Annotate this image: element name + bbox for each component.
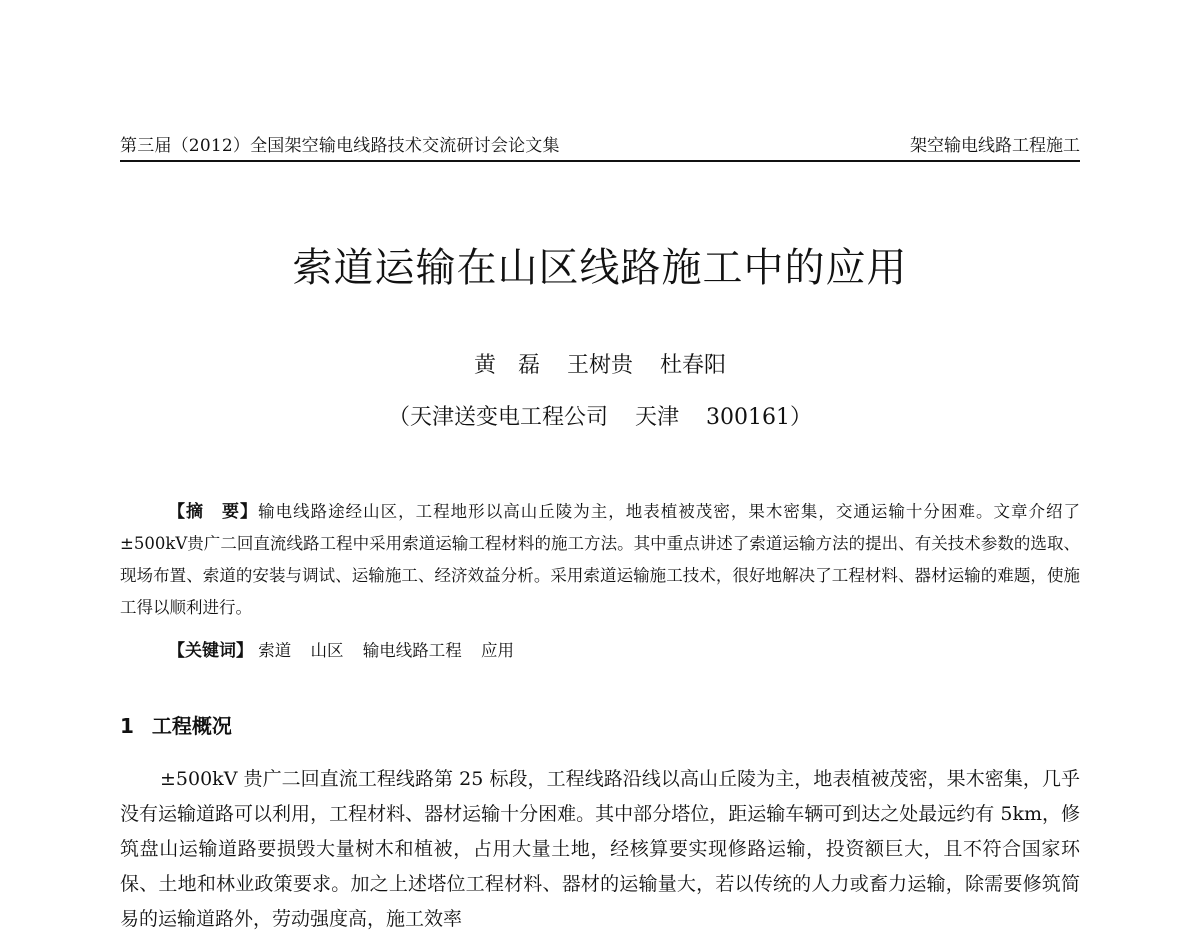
keywords bbox=[168, 636, 528, 661]
author-name: 王树贵 bbox=[566, 353, 633, 378]
abstract bbox=[120, 496, 1080, 624]
header-section-title: 架空输电线路工程施工 bbox=[910, 136, 1080, 156]
affiliation-city: 天津 bbox=[635, 405, 680, 430]
section-number: 1 bbox=[120, 714, 134, 738]
keyword: 输电线路工程 bbox=[362, 641, 462, 660]
section-body bbox=[120, 762, 1080, 937]
keyword: 索道 bbox=[258, 641, 292, 660]
keyword: 山区 bbox=[310, 641, 344, 660]
section-heading bbox=[120, 710, 232, 739]
keywords-label: 【关键词】 bbox=[168, 641, 253, 661]
body-paragraph: ±500kV 贵广二回直流工程线路第 25 标段，工程线路沿线以高山丘陵为主，地表植被茂密，果木密集，几乎没有运输道路可以利用，工程材料、器材运输十分困难。其中部分塔位，距运输车辆可到达之处最远约有 5km，修筑盘山运输道路要损毁大量树木和植被，占用大量土地，经核算要实现修路运输，投资额巨大，且不符合国家环保、土地和林业政策要求。加之上述塔位工程材料、器材的运输量大，若以传统的人力或畜力运输，除需要修筑简易的运输道路外，劳动强度高，施工效率 bbox=[120, 768, 1080, 930]
running-header bbox=[120, 130, 1080, 162]
author-list bbox=[0, 348, 1200, 379]
author-name: 杜春阳 bbox=[660, 353, 727, 378]
author-name: 黄 磊 bbox=[473, 353, 540, 378]
keyword: 应用 bbox=[481, 641, 514, 660]
paper-title: 索道运输在山区线路施工中的应用 bbox=[292, 245, 908, 291]
affiliation-postcode: 300161） bbox=[706, 405, 812, 430]
abstract-text: 输电线路途经山区，工程地形以高山丘陵为主，地表植被茂密，果木密集，交通运输十分困难。文章介绍了±500kV贵广二回直流线路工程中采用索道运输工程材料的施工方法。其中重点讲述了索道运输方法的提出、有关技术参数的选取、现场布置、索道的安装与调试、运输施工、经济效益分析。采用索道运输施工技术，很好地解决了工程材料、器材运输的难题，使施工得以顺利进行。 bbox=[120, 502, 1081, 617]
header-proceedings-title: 第三届（2012）全国架空输电线路技术交流研讨会论文集 bbox=[120, 136, 560, 156]
affiliation bbox=[0, 400, 1200, 431]
section-title: 工程概况 bbox=[151, 714, 232, 738]
abstract-label: 【摘 要】 bbox=[168, 502, 259, 522]
affiliation-org: （天津送变电工程公司 bbox=[387, 405, 608, 430]
